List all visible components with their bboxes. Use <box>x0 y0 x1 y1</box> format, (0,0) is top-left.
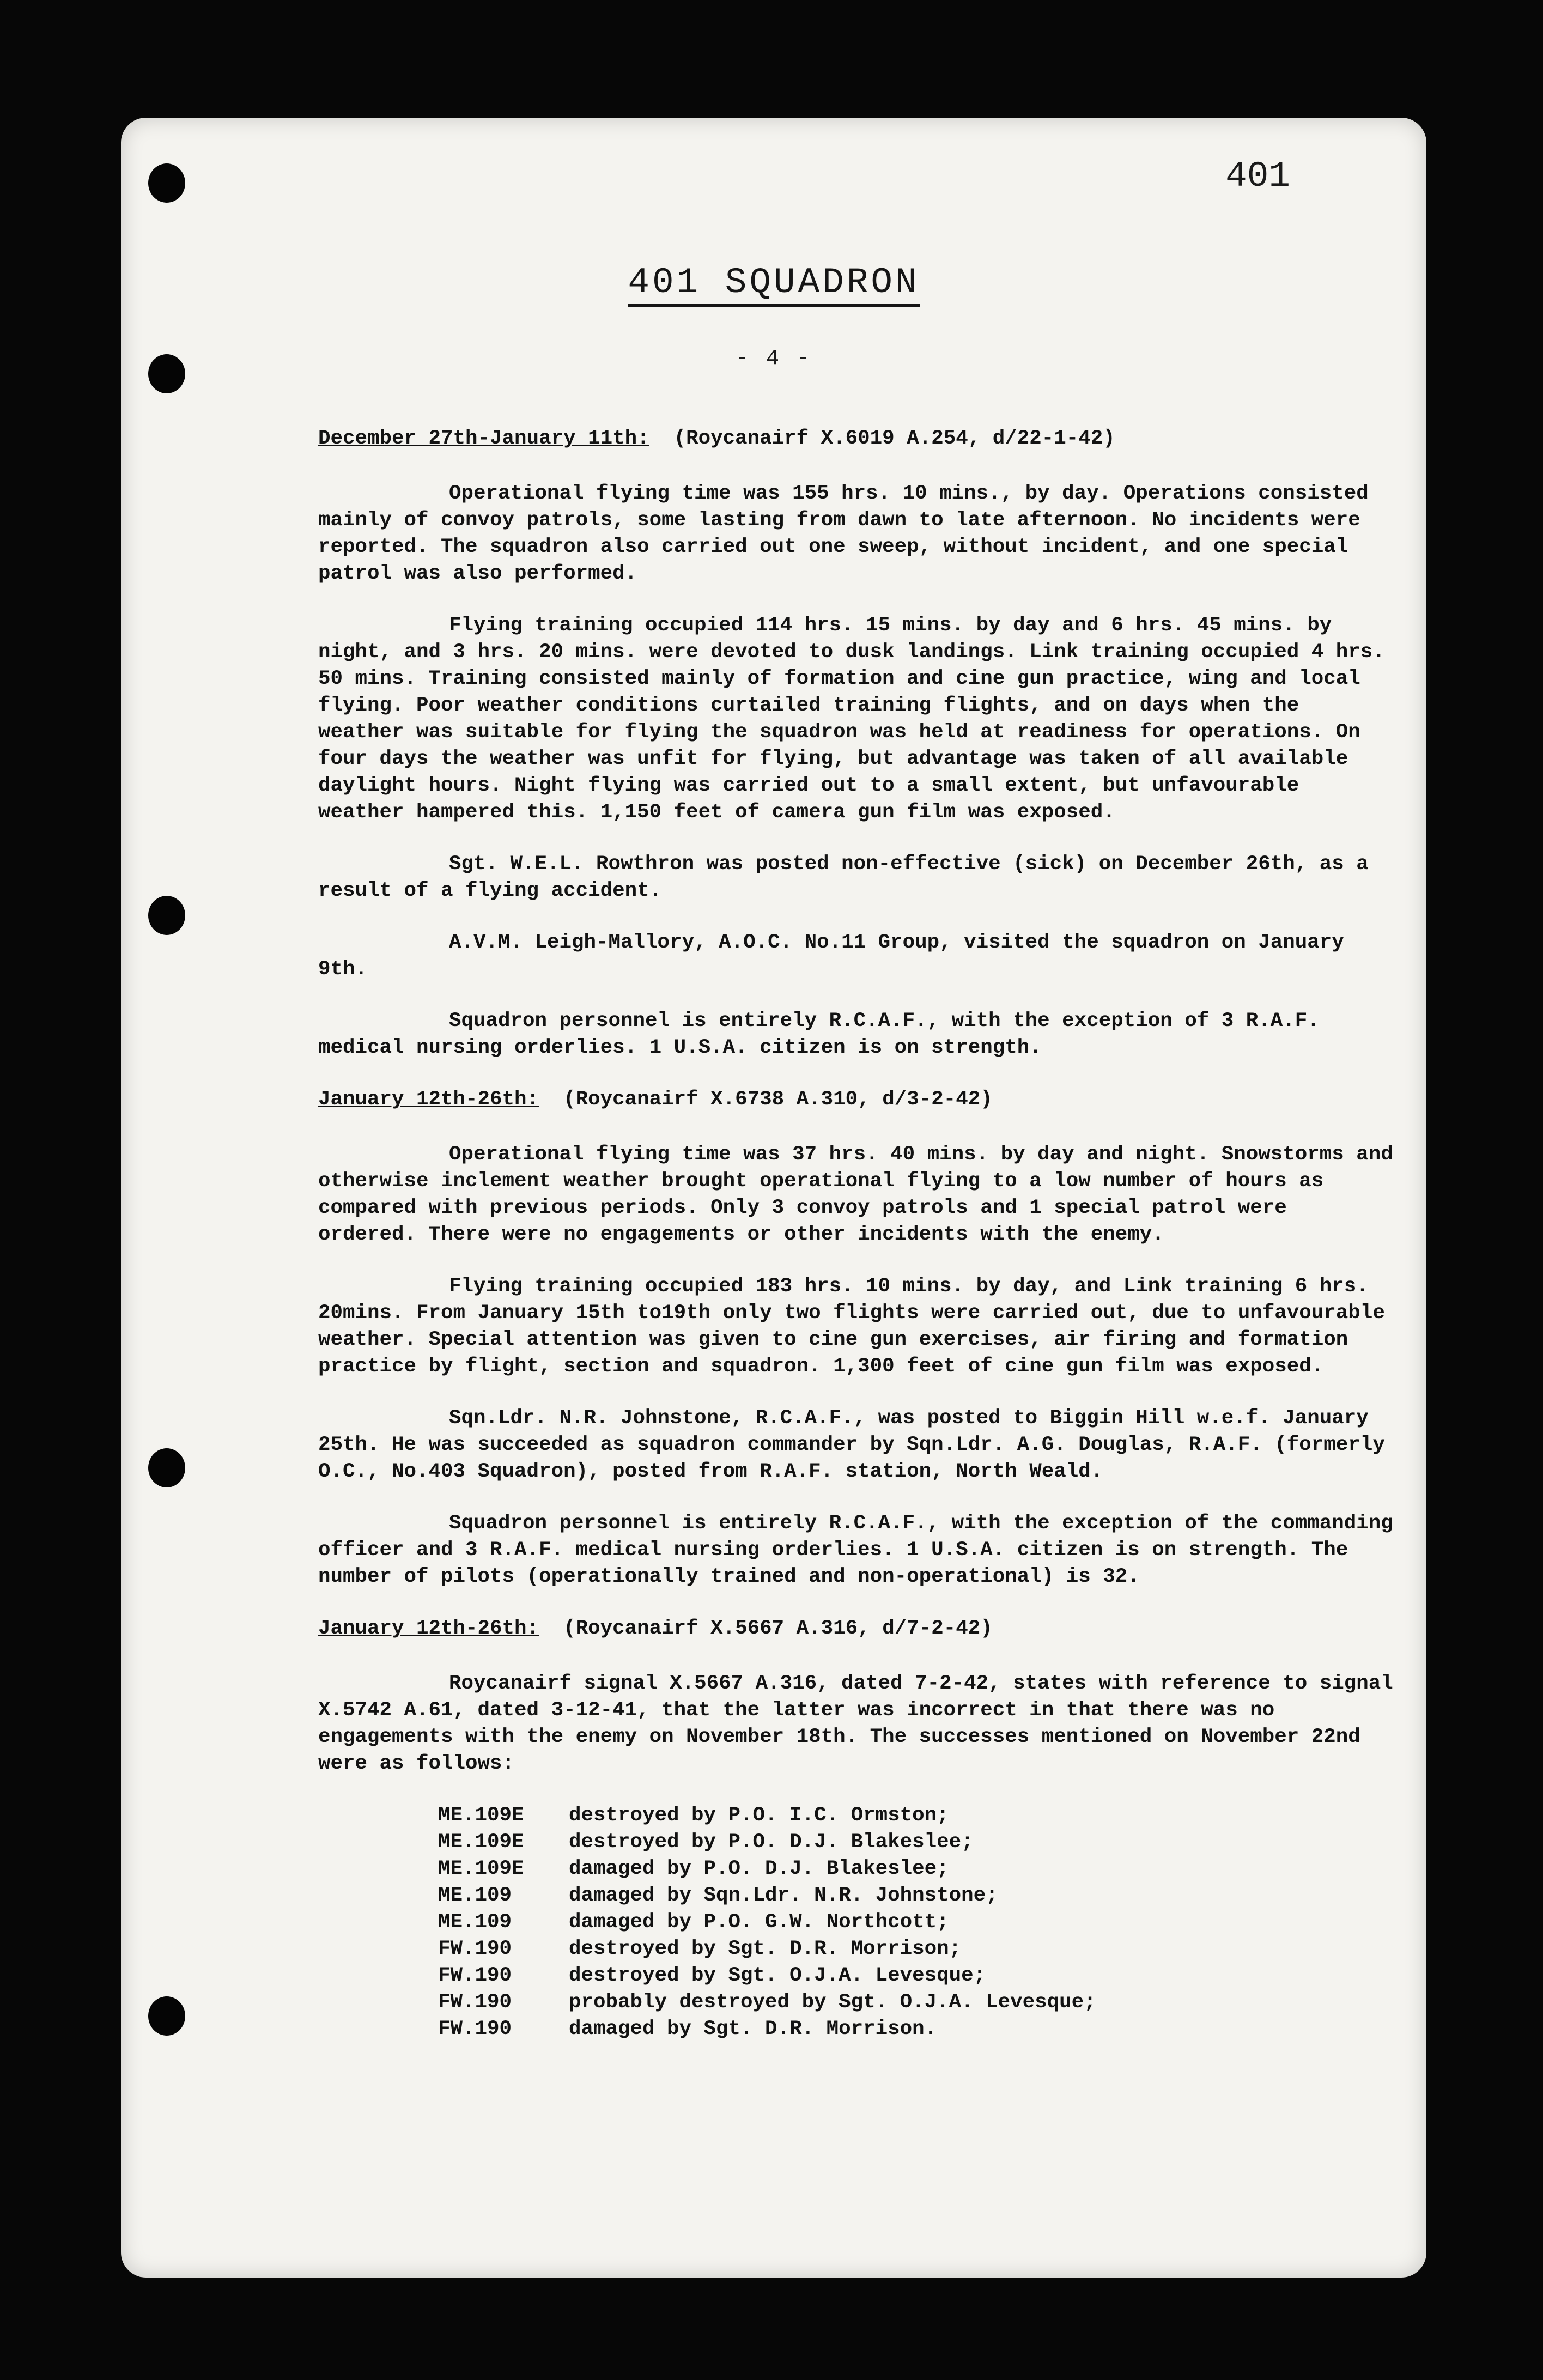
section-heading <box>318 1086 1397 1113</box>
claim-result: damaged by P.O. G.W. Northcott; <box>569 1911 949 1934</box>
aircraft-type: FW.190 <box>438 1964 512 1987</box>
paragraph: Operational flying time was 155 hrs. 10 mins., by day. Operations consisted mainly of convoy patrols, some lasting from dawn to late afternoon. No incidents were reported. The squadron also carried out one sweep, without incident, and one special patrol was also performed. <box>318 482 1369 585</box>
claim-result: damaged by Sgt. D.R. Morrison. <box>569 2018 937 2041</box>
list-item <box>438 1883 1397 1909</box>
claim-result: destroyed by Sgt. O.J.A. Levesque; <box>569 1964 986 1987</box>
list-item <box>438 1856 1397 1883</box>
section-reference: (Roycanairf X.6019 A.254, d/22-1-42) <box>673 427 1115 450</box>
list-item <box>438 1989 1397 2016</box>
section-heading <box>318 1616 1397 1642</box>
claim-result: damaged by P.O. D.J. Blakeslee; <box>569 1857 949 1880</box>
aircraft-type: ME.109 <box>438 1911 512 1934</box>
aircraft-type: ME.109E <box>438 1804 524 1827</box>
document-body <box>318 426 1397 2043</box>
aircraft-type: FW.190 <box>438 1938 512 1960</box>
title-text: 401 SQUADRON <box>628 262 919 307</box>
section-heading <box>318 426 1397 452</box>
aircraft-type: ME.109E <box>438 1831 524 1854</box>
aircraft-type: ME.109E <box>438 1857 524 1880</box>
claim-result: destroyed by Sgt. D.R. Morrison; <box>569 1938 962 1960</box>
paragraph: Flying training occupied 114 hrs. 15 mins. by day and 6 hrs. 45 mins. by night, and 3 hrs. 20 mins. were devoted to dusk landings. Link training occupied 4 hrs. 50 mins. Training consisted mainly of formation and cine gun practice, wing and local flying. Poor weather conditions curtailed training flights, and on days when the weather was suitable for flying the squadron was held at readiness for operations. On four days the weather was unfit for flying, but advantage was taken of all available daylight hours. Night flying was carried out to a small extent, but unfavourable weather hampered this. 1,150 feet of camera gun film was exposed. <box>318 614 1385 824</box>
list-item <box>438 1963 1397 1989</box>
paragraph: Operational flying time was 37 hrs. 40 mins. by day and night. Snowstorms and otherwise inclement weather brought operational flying to a low number of hours as compared with previous periods. Only 3 convoy patrols and 1 special patrol were ordered. There were no engagements or other incidents with the enemy. <box>318 1143 1393 1246</box>
paragraph: Squadron personnel is entirely R.C.A.F., with the exception of 3 R.A.F. medical nursing orderlies. 1 U.S.A. citizen is on strength. <box>318 1010 1320 1059</box>
paragraph: Sqn.Ldr. N.R. Johnstone, R.C.A.F., was posted to Biggin Hill w.e.f. January 25th. He was succeeded as squadron commander by Sqn.Ldr. A.G. Douglas, R.A.F. (formerly O.C., No.403 Squadron), posted from R.A.F. station, North Weald. <box>318 1407 1385 1483</box>
page-number: 401 <box>1225 156 1290 197</box>
claims-list <box>438 1802 1397 2043</box>
paragraph: Flying training occupied 183 hrs. 10 mins. by day, and Link training 6 hrs. 20mins. From January 15th to19th only two flights were carried out, due to unfavourable weather. Special attention was given to cine gun exercises, air firing and formation practice by flight, section and squadron. 1,300 feet of cine gun film was exposed. <box>318 1275 1385 1378</box>
claim-result: probably destroyed by Sgt. O.J.A. Levesque; <box>569 1991 1096 2014</box>
section-date: December 27th-January 11th: <box>318 427 649 450</box>
section-reference: (Roycanairf X.6738 A.310, d/3-2-42) <box>563 1088 993 1111</box>
list-item <box>438 1936 1397 1963</box>
claim-result: damaged by Sqn.Ldr. N.R. Johnstone; <box>569 1884 998 1907</box>
list-item <box>438 1909 1397 1936</box>
paragraph: Roycanairf signal X.5667 A.316, dated 7-2-42, states with reference to signal X.5742 A.61, dated 3-12-41, that the latter was incorrect in that there was no engagements with the enemy on November 18th. The successes mentioned on November 22nd were as follows: <box>318 1672 1393 1775</box>
list-item <box>438 2016 1397 2043</box>
aircraft-type: FW.190 <box>438 1991 512 2014</box>
punch-hole <box>148 1996 185 2036</box>
paragraph: Squadron personnel is entirely R.C.A.F., with the exception of the commanding officer and 3 R.A.F. medical nursing orderlies. 1 U.S.A. citizen is on strength. The number of pilots (operationally trained and non-operational) is 32. <box>318 1512 1393 1588</box>
aircraft-type: ME.109 <box>438 1884 512 1907</box>
section-date: January 12th-26th: <box>318 1617 539 1640</box>
document-title <box>121 262 1426 303</box>
paragraph: Sgt. W.E.L. Rowthron was posted non-effective (sick) on December 26th, as a result of a flying accident. <box>318 853 1369 902</box>
section-reference: (Roycanairf X.5667 A.316, d/7-2-42) <box>563 1617 993 1640</box>
punch-hole <box>148 163 185 203</box>
list-item <box>438 1802 1397 1829</box>
punch-hole <box>148 1448 185 1487</box>
claim-result: destroyed by P.O. I.C. Ormston; <box>569 1804 949 1827</box>
aircraft-type: FW.190 <box>438 2018 512 2041</box>
list-item <box>438 1829 1397 1856</box>
section-date: January 12th-26th: <box>318 1088 539 1111</box>
claim-result: destroyed by P.O. D.J. Blakeslee; <box>569 1831 974 1854</box>
sub-page-number: - 4 - <box>735 347 812 371</box>
document-page <box>121 118 1426 2278</box>
punch-hole <box>148 896 185 935</box>
paragraph: A.V.M. Leigh-Mallory, A.O.C. No.11 Group, visited the squadron on January 9th. <box>318 931 1344 981</box>
